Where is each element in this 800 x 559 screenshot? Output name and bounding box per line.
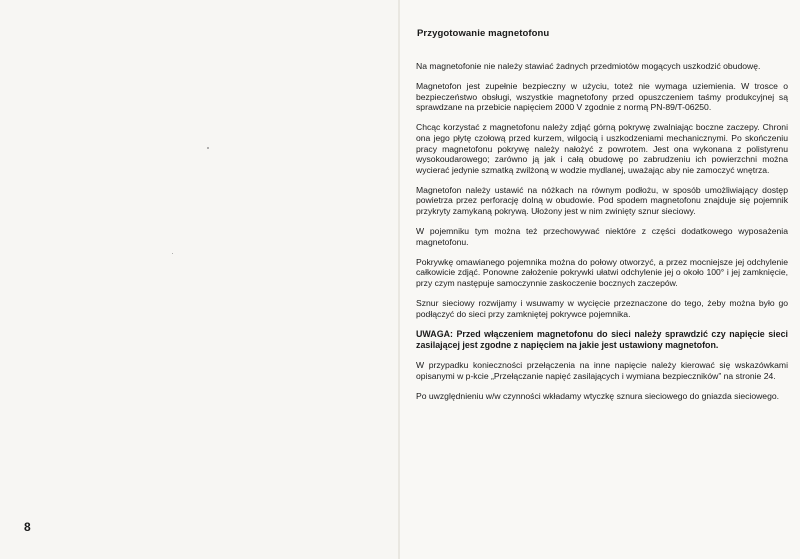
paragraph: Po uwzględnieniu w/w czynności wkładamy wtyczkę sznura sieciowego do gniazda sieciowego. xyxy=(416,390,780,401)
speck-mark xyxy=(172,253,173,254)
paragraph: W pojemniku tym można też przechowywać niektóre z części dodatkowego wyposażenia magnetofonu. xyxy=(416,226,788,247)
paragraph: Magnetofon należy ustawić na nóżkach na równym podłożu, w sposób umożliwiający dostęp powietrza przez perforację dolną w obudowie. Pod spodem magnetofonu znajduje się pojemnik przykryty zamykaną pokrywą. Ułożony jest w nim zwinięty sznur sieciowy. xyxy=(416,184,788,217)
paragraph: W przypadku konieczności przełączenia na inne napięcie należy kierować się wskazówkami opisanymi w p-kcie „Przełączanie napięć zasilających i wymiana bezpieczników” na stronie 24. xyxy=(416,360,788,381)
paragraph: Magnetofon jest zupełnie bezpieczny w użyciu, toteż nie wymaga uziemienia. W trosce o bezpieczeństwo obsługi, wszystkie magnetofony przed opuszczeniem taśmy produkcyjnej są sprawdzane na przebicie napięciem 2000 V zgodnie z normą PN-89/T-06250. xyxy=(416,81,788,113)
paragraph: Na magnetofonie nie należy stawiać żadnych przedmiotów mogących uszkodzić obudowę. xyxy=(416,61,761,71)
speck-mark xyxy=(207,147,209,149)
paragraph: Pokrywkę omawianego pojemnika można do połowy otworzyć, a przez mocniejsze jej odchylenie całkowicie zdjąć. Ponowne założenie pokrywki ułatwi odchylenie jej o około 100° i jej zamknięcie, przy czym następuje samoczynnie zaskoczenie bocznych zaczepów. xyxy=(416,256,788,288)
warning-paragraph: UWAGA: Przed włączeniem magnetofonu do sieci należy sprawdzić czy napięcie sieci zasilającej jest zgodne z napięciem na jakie jest ustawiony magnetofon. xyxy=(416,328,788,350)
page-number: 8 xyxy=(24,520,31,534)
section-title: Przygotowanie magnetofonu xyxy=(417,28,550,39)
paragraph: Chcąc korzystać z magnetofonu należy zdjąć górną pokrywę zwalniając boczne zaczepy. Chroni ona jego płytę czołową przed kurzem, wilgocią i uszkodzeniami mechanicznymi. Po skończeniu pracy magnetofonu pokrywę należy nałożyć z powrotem. Jest ona wykonana z polistyrenu wysokoudarowego; zarówno ją jak i całą obudowę po zabrudzeniu ich powierzchni można wycierać jedynie szmatką zwilżoną w wodzie mydlanej, uważając aby nie zamoczyć wnętrza. xyxy=(416,122,788,175)
body-text xyxy=(416,61,788,411)
paragraph: Sznur sieciowy rozwijamy i wsuwamy w wycięcie przeznaczone do tego, żeby można było go podłączyć do sieci przy zamkniętej pokrywce pojemnika. xyxy=(416,298,788,319)
